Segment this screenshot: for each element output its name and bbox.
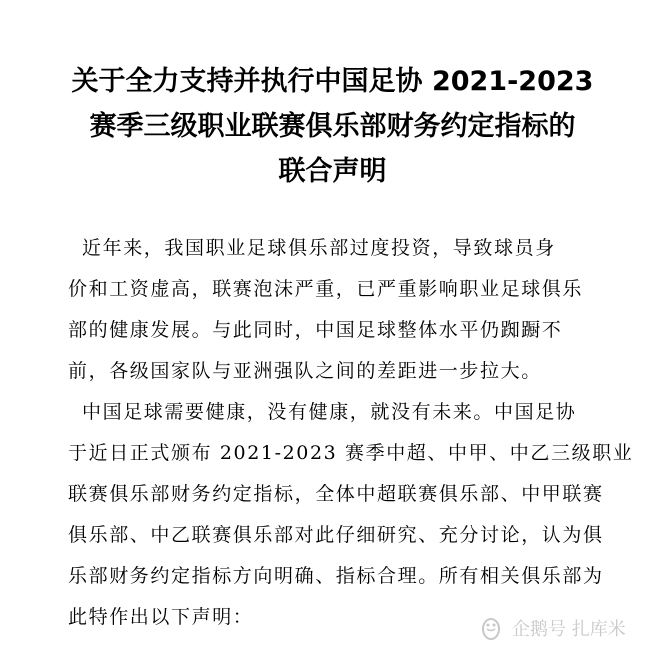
body-line-8: 俱乐部、中乙联赛俱乐部对此仔细研究、充分讨论，认为俱 bbox=[68, 524, 604, 546]
document-title-line-3: 联合声明 bbox=[278, 156, 387, 187]
document-title-line-2: 赛季三级职业联赛俱乐部财务约定指标的 bbox=[89, 111, 576, 142]
body-line-4: 前，各级国家队与亚洲强队之间的差距进一步拉大。 bbox=[68, 360, 542, 382]
body-line-10: 此特作出以下声明： bbox=[68, 606, 254, 628]
body-line-1: 近年来，我国职业足球俱乐部过度投资，导致球员身 bbox=[82, 237, 556, 259]
body-line-3: 部的健康发展。与此同时，中国足球整体水平仍踟蹰不 bbox=[68, 319, 563, 341]
watermark bbox=[478, 612, 626, 644]
body-line-2: 价和工资虚高，联赛泡沫严重，已严重影响职业足球俱乐 bbox=[68, 278, 584, 300]
body-line-9: 乐部财务约定指标方向明确、指标合理。所有相关俱乐部为 bbox=[68, 565, 604, 587]
body-line-7: 联赛俱乐部财务约定指标，全体中超联赛俱乐部、中甲联赛 bbox=[68, 483, 604, 505]
body-line-5: 中国足球需要健康，没有健康，就没有未来。中国足协 bbox=[82, 401, 577, 423]
penguin-icon bbox=[478, 615, 504, 641]
body-line-6: 于近日正式颁布 2021-2023 赛季中超、中甲、中乙三级职业 bbox=[68, 442, 634, 464]
watermark-text: 企鹅号 扎库米 bbox=[512, 619, 626, 640]
document-title-line-1: 关于全力支持并执行中国足协 2021-2023 bbox=[71, 66, 594, 97]
